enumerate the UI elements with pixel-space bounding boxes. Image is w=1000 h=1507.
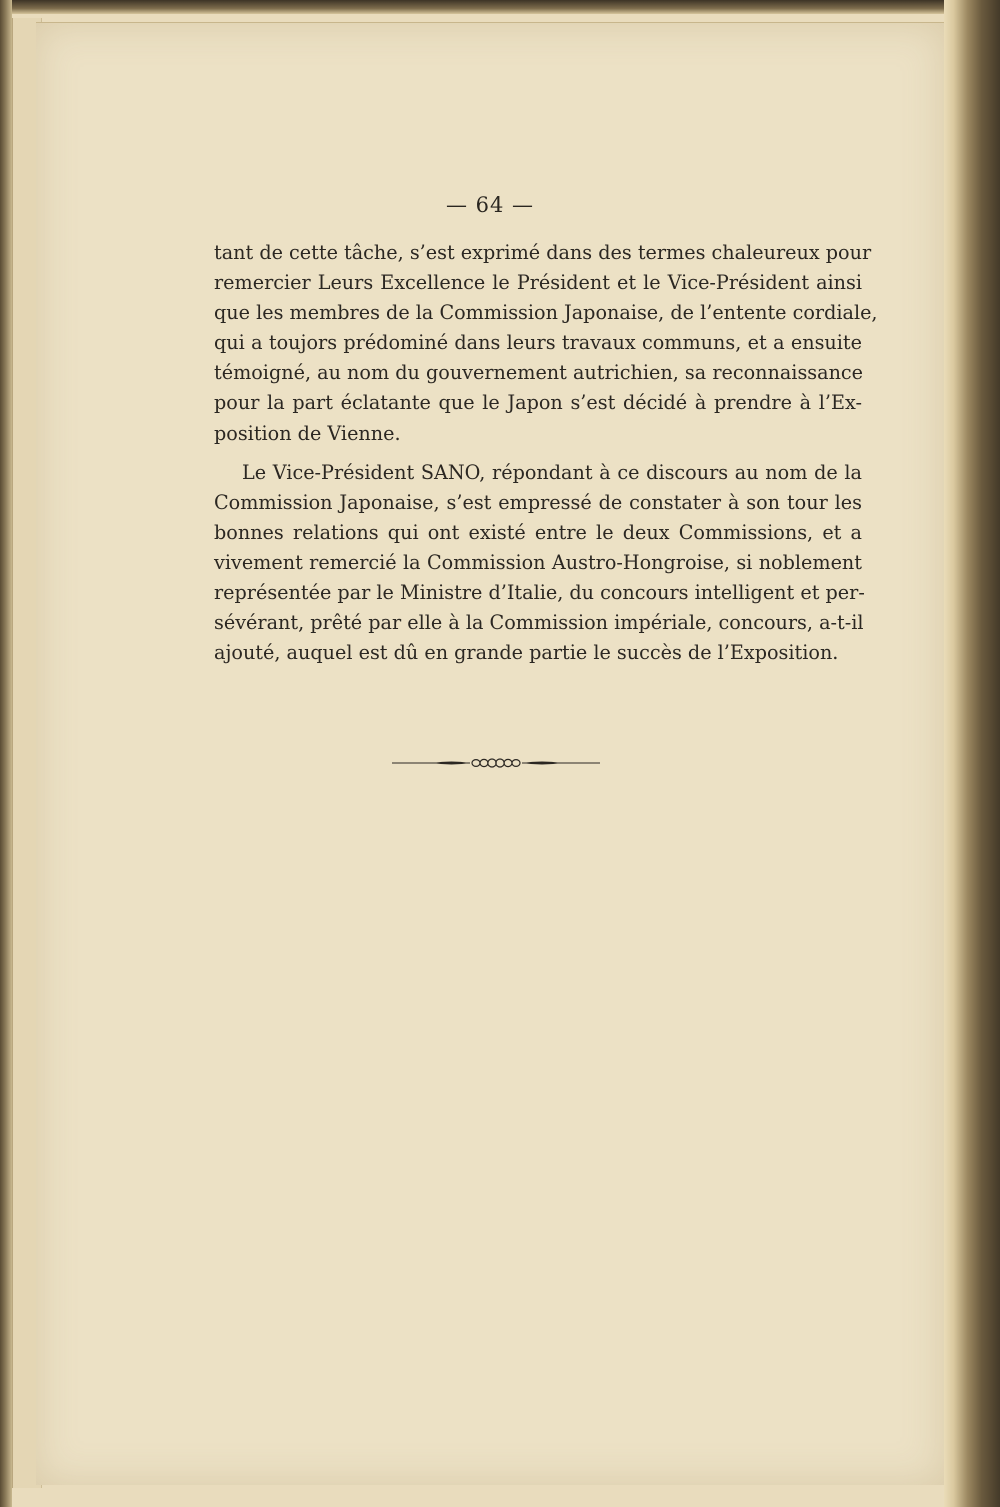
body-text [214,238,878,668]
text-line: témoigné, au nom du gouvernement autrichien, sa reconnaissance [214,361,864,385]
right-binding-edge [954,0,1000,1507]
left-binding-edge [0,0,12,1507]
text-line: représentée par le Ministre d’Italie, du concours intelligent et per- [214,581,865,605]
paragraph [214,458,865,669]
paragraph [214,238,878,449]
book-page [36,22,944,1485]
tailpiece-ornament-icon [392,756,600,770]
text-line: ajouté, auquel est dû en grande partie le succès de l’Exposition. [214,641,839,665]
top-binding-edge [0,0,1000,14]
text-line: tant de cette tâche, s’est exprimé dans des termes chaleureux pour [214,241,872,264]
text-line: vivement remercié la Commission Austro-Hongroise, si noblement [214,550,862,574]
text-line: remercier Leurs Excellence le Président et le Vice-Président ainsi [214,271,862,295]
text-line: Le Vice-Président SANO, répondant à ce discours au nom de la [242,460,862,484]
paragraph-gap [214,449,862,458]
right-gutter [944,0,954,1507]
text-line: Commission Japonaise, s’est empressé de constater à son tour les [214,490,862,514]
text-line: position de Vienne. [214,421,401,445]
text-line: pour la part éclatante que le Japon s’est décidé à prendre à l’Ex- [214,391,862,415]
page-number: — 64 — [445,193,535,217]
text-line: sévérant, prêté par elle à la Commission impériale, concours, a-t-il [214,611,864,635]
text-line: qui a toujors prédominé dans leurs travaux communs, et a ensuite [214,331,862,355]
text-line: bonnes relations qui ont existé entre le deux Commissions, et a [214,520,862,544]
text-line: que les membres de la Commission Japonaise, de l’entente cordiale, [214,301,878,325]
